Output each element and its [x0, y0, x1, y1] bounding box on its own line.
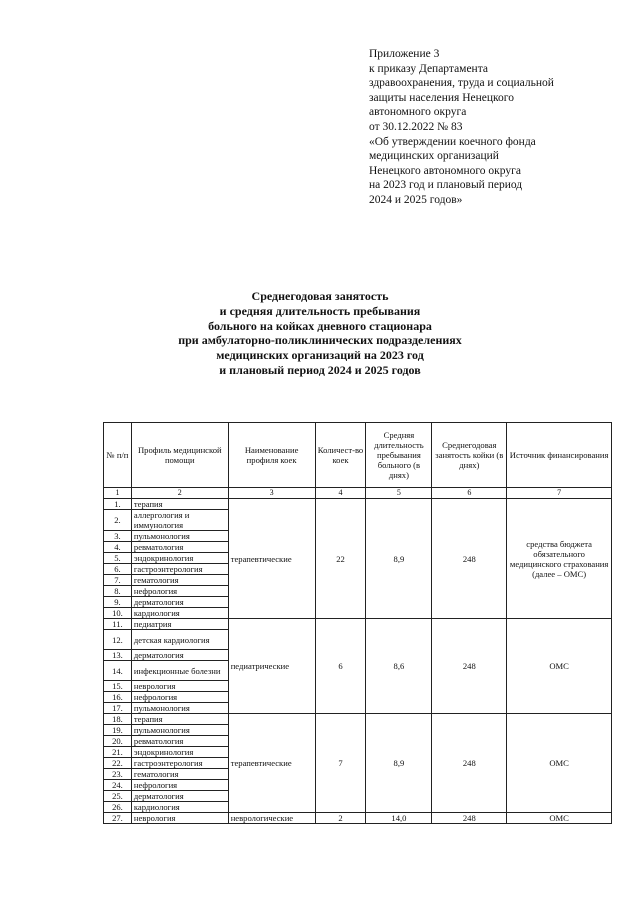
- row-number: 6.: [104, 564, 132, 575]
- header-cell: Профиль медицинской помощи: [131, 423, 228, 488]
- care-profile: гематология: [131, 575, 228, 586]
- bed-occupancy: 248: [432, 813, 507, 824]
- average-stay: 8,6: [366, 619, 432, 714]
- row-number: 5.: [104, 553, 132, 564]
- appendix-line: Приложение 3: [369, 48, 440, 60]
- row-number: 13.: [104, 650, 132, 661]
- column-number: 6: [432, 488, 507, 499]
- care-profile: эндокринология: [131, 747, 228, 758]
- care-profile: гематология: [131, 769, 228, 780]
- bed-count: 2: [315, 813, 366, 824]
- row-number: 9.: [104, 597, 132, 608]
- average-stay: 8,9: [366, 499, 432, 619]
- table-row: [104, 813, 612, 824]
- column-number: 2: [131, 488, 228, 499]
- title-line: больного на койках дневного стационара: [208, 318, 432, 333]
- row-number: 21.: [104, 747, 132, 758]
- care-profile: ревматология: [131, 542, 228, 553]
- table-row: [104, 499, 612, 510]
- column-number: 4: [315, 488, 366, 499]
- funding-source: средства бюджета обязательного медицинского страхования (далее – ОМС): [507, 499, 612, 619]
- row-number: 10.: [104, 608, 132, 619]
- funding-source: ОМС: [507, 813, 612, 824]
- row-number: 17.: [104, 703, 132, 714]
- column-number: 1: [104, 488, 132, 499]
- header-cell: Источник финансирования: [507, 423, 612, 488]
- care-profile: терапия: [131, 499, 228, 510]
- row-number: 22.: [104, 758, 132, 769]
- care-profile: дерматология: [131, 597, 228, 608]
- row-number: 26.: [104, 802, 132, 813]
- care-profile: дерматология: [131, 791, 228, 802]
- appendix-line: медицинских организаций: [369, 150, 499, 163]
- care-profile: инфекционные болезни: [131, 661, 228, 681]
- care-profile: нефрология: [131, 780, 228, 791]
- row-number: 3.: [104, 531, 132, 542]
- row-number: 11.: [104, 619, 132, 630]
- care-profile: гастроэнтерология: [131, 564, 228, 575]
- appendix-line: к приказу Департамента: [369, 62, 488, 75]
- header-cell: № п/п: [104, 423, 132, 488]
- column-number-row: [104, 488, 612, 499]
- care-profile: кардиология: [131, 608, 228, 619]
- title-line: и средняя длительность пребывания: [219, 303, 421, 318]
- care-profile: эндокринология: [131, 553, 228, 564]
- row-number: 25.: [104, 791, 132, 802]
- document-title: [0, 289, 640, 378]
- title-line: Среднегодовая занятость: [251, 289, 389, 303]
- table-row: [104, 619, 612, 630]
- row-number: 24.: [104, 780, 132, 791]
- care-profile: аллергология и иммунология: [131, 510, 228, 531]
- funding-source: ОМС: [507, 619, 612, 714]
- bed-profile: неврологические: [228, 813, 315, 824]
- appendix-line: автономного округа: [369, 106, 467, 119]
- title-line: медицинских организаций на 2023 год: [216, 348, 424, 363]
- bed-occupancy: 248: [432, 714, 507, 813]
- care-profile: пульмонология: [131, 725, 228, 736]
- care-profile: неврология: [131, 813, 228, 824]
- appendix-line: Ненецкого автономного округа: [369, 164, 521, 177]
- bed-count: 22: [315, 499, 366, 619]
- header-cell: Средняя длительность пребывания больного (в днях): [366, 423, 432, 488]
- header-cell: Наименование профиля коек: [228, 423, 315, 488]
- table-row: [104, 714, 612, 725]
- care-profile: ревматология: [131, 736, 228, 747]
- bed-count: 7: [315, 714, 366, 813]
- row-number: 23.: [104, 769, 132, 780]
- care-profile: кардиология: [131, 802, 228, 813]
- row-number: 12.: [104, 630, 132, 650]
- row-number: 14.: [104, 661, 132, 681]
- appendix-line: здравоохранения, труда и социальной: [369, 77, 554, 90]
- bed-count: 6: [315, 619, 366, 714]
- row-number: 7.: [104, 575, 132, 586]
- row-number: 15.: [104, 681, 132, 692]
- funding-source: ОМС: [507, 714, 612, 813]
- average-stay: 14,0: [366, 813, 432, 824]
- care-profile: нефрология: [131, 586, 228, 597]
- row-number: 1.: [104, 499, 132, 510]
- care-profile: неврология: [131, 681, 228, 692]
- appendix-block: [369, 47, 609, 208]
- row-number: 27.: [104, 813, 132, 824]
- header-cell: Среднегодовая занятость койки (в днях): [432, 423, 507, 488]
- bed-fund-table: [103, 422, 612, 824]
- care-profile: детская кардиология: [131, 630, 228, 650]
- care-profile: педиатрия: [131, 619, 228, 630]
- bed-profile: терапевтические: [228, 499, 315, 619]
- row-number: 18.: [104, 714, 132, 725]
- bed-occupancy: 248: [432, 619, 507, 714]
- average-stay: 8,9: [366, 714, 432, 813]
- care-profile: пульмонология: [131, 531, 228, 542]
- care-profile: пульмонология: [131, 703, 228, 714]
- header-row: [104, 423, 612, 488]
- appendix-line: на 2023 год и плановый период: [369, 179, 523, 192]
- bed-profile: терапевтические: [228, 714, 315, 813]
- row-number: 16.: [104, 692, 132, 703]
- header-cell: Количест-во коек: [315, 423, 366, 488]
- row-number: 19.: [104, 725, 132, 736]
- column-number: 3: [228, 488, 315, 499]
- appendix-line: защиты населения Ненецкого: [369, 91, 514, 104]
- care-profile: терапия: [131, 714, 228, 725]
- title-line: и плановый период 2024 и 2025 годов: [219, 362, 421, 377]
- care-profile: гастроэнтерология: [131, 758, 228, 769]
- column-number: 7: [507, 488, 612, 499]
- appendix-line: 2024 и 2025 годов»: [369, 193, 463, 206]
- bed-profile: педиатрические: [228, 619, 315, 714]
- column-number: 5: [366, 488, 432, 499]
- appendix-line: «Об утверждении коечного фонда: [369, 135, 536, 148]
- row-number: 20.: [104, 736, 132, 747]
- title-line: при амбулаторно-поликлинических подразделениях: [178, 333, 462, 348]
- bed-occupancy: 248: [432, 499, 507, 619]
- row-number: 4.: [104, 542, 132, 553]
- care-profile: дерматология: [131, 650, 228, 661]
- care-profile: нефрология: [131, 692, 228, 703]
- appendix-line: от 30.12.2022 № 83: [369, 120, 463, 133]
- row-number: 8.: [104, 586, 132, 597]
- row-number: 2.: [104, 510, 132, 531]
